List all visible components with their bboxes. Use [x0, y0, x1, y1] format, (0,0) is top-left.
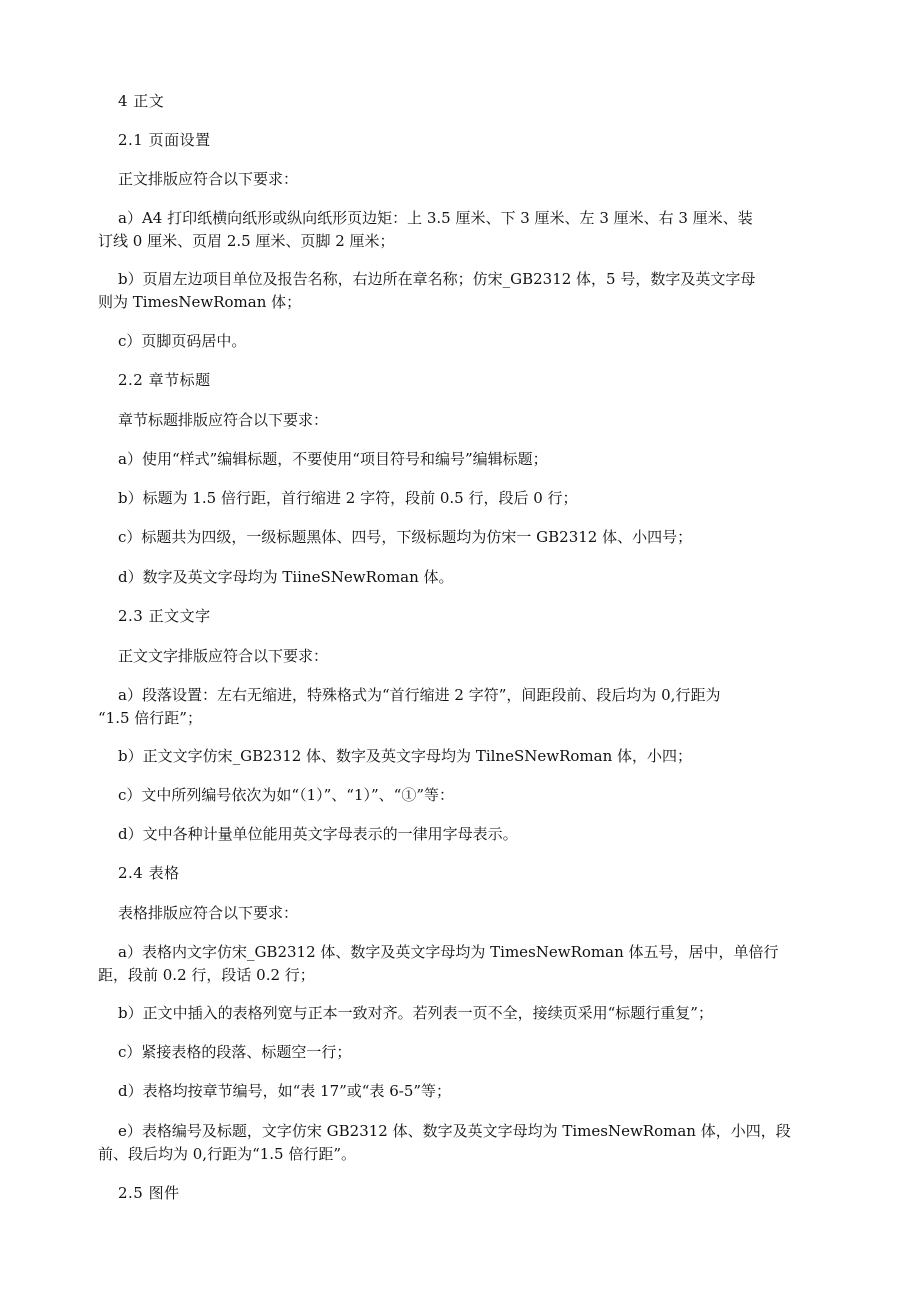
text-line: 2.3 正文文字	[118, 607, 211, 625]
text-line: 章节标题排版应符合以下要求：	[118, 411, 329, 429]
list-item	[98, 207, 818, 253]
text-line: c）文中所列编号依次为如“（1）”、“1）”、“①”等：	[118, 786, 455, 804]
list-item	[118, 745, 818, 768]
text-line: 正文文字排版应符合以下要求：	[118, 647, 329, 665]
text-line: b）标题为 1.5 倍行距，首行缩进 2 字符，段前 0.5 行，段后 0 行；	[118, 489, 578, 507]
text-line: 4 正文	[118, 92, 165, 110]
section-title	[118, 90, 818, 113]
text-line: 表格排版应符合以下要求：	[118, 904, 299, 922]
text-line: a）A4 打印纸横向纸形或纵向纸形页边矩：上 3.5 厘米、下 3 厘米、左 3 厘米、右 3 厘米、装	[118, 209, 753, 227]
subsection-heading	[118, 862, 818, 885]
text-line: a）段落设置：左右无缩进，特殊格式为“首行缩进 2 字符”，间距段前、段后均为 0,行距为	[118, 686, 721, 704]
list-item	[118, 784, 818, 807]
list-item	[118, 823, 818, 846]
text-line: a）表格内文字仿宋_GB2312 体、数字及英文字母均为 TimesNewRoman 体五号，居中，单倍行	[118, 943, 779, 961]
text-line: 订线 0 厘米、页眉 2.5 厘米、页脚 2 厘米；	[98, 232, 395, 250]
list-item	[118, 1041, 818, 1064]
text-line: c）页脚页码居中。	[118, 332, 247, 350]
list-item	[118, 1080, 818, 1103]
subsection-heading	[118, 129, 818, 152]
subsection-heading	[118, 1182, 818, 1205]
text-line: 则为 TimesNewRoman 体；	[98, 293, 302, 311]
text-line: b）正文中插入的表格列宽与正本一致对齐。若列表一页不全，接续页采用“标题行重复”；	[118, 1004, 713, 1022]
text-line: 前、段后均为 0,行距为“1.5 倍行距”。	[98, 1145, 357, 1163]
text-line: “1.5 倍行距”；	[98, 709, 202, 727]
text-line: 2.1 页面设置	[118, 131, 211, 149]
list-item	[118, 330, 818, 353]
paragraph	[118, 409, 818, 432]
text-line: b）正文文字仿宋_GB2312 体、数字及英文字母均为 TilneSNewRoman 体，小四；	[118, 747, 692, 765]
text-line: 2.4 表格	[118, 864, 180, 882]
text-line: a）使用“样式”编辑标题，不要使用“项目符号和编号”编辑标题；	[118, 450, 548, 468]
text-line: b）页眉左边项目单位及报告名称，右边所在章名称；仿宋_GB2312 体，5 号，数字及英文字母	[118, 270, 756, 288]
paragraph	[118, 902, 818, 925]
text-line: 2.2 章节标题	[118, 371, 211, 389]
list-item	[118, 448, 818, 471]
text-line: d）表格均按章节编号，如“表 17”或“表 6-5”等；	[118, 1082, 452, 1100]
list-item	[98, 1120, 818, 1166]
text-line: e）表格编号及标题，文字仿宋 GB2312 体、数字及英文字母均为 TimesNewRoman 体，小四，段	[118, 1122, 791, 1140]
text-line: c）紧接表格的段落、标题空一行；	[118, 1043, 352, 1061]
text-line: 正文排版应符合以下要求：	[118, 170, 299, 188]
list-item	[118, 1002, 818, 1025]
text-line: d）文中各种计量单位能用英文字母表示的一律用字母表示。	[118, 825, 518, 843]
list-item	[98, 268, 818, 314]
text-line: c）标题共为四级，一级标题黑体、四号，下级标题均为仿宋一 GB2312 体、小四号；	[118, 528, 693, 546]
list-item	[118, 526, 818, 549]
text-line: d）数字及英文字母均为 TiineSNewRoman 体。	[118, 568, 454, 586]
text-line: 2.5 图件	[118, 1184, 180, 1202]
paragraph	[118, 168, 818, 191]
subsection-heading	[118, 369, 818, 392]
list-item	[118, 566, 818, 589]
list-item	[98, 941, 818, 987]
subsection-heading	[118, 605, 818, 628]
paragraph	[118, 645, 818, 668]
list-item	[98, 684, 818, 730]
text-line: 距，段前 0.2 行，段话 0.2 行；	[98, 966, 315, 984]
list-item	[118, 487, 818, 510]
